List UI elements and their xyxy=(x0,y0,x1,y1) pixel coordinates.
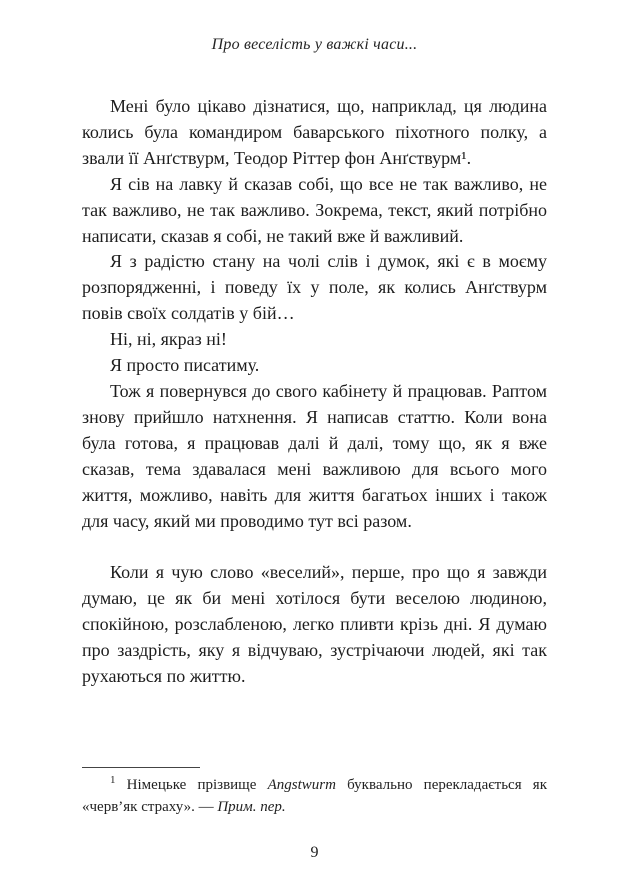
paragraph: Коли я чую слово «веселий», перше, про що я завжди думаю, це як би мені хотілося бути веселою людиною, спокійною, розслабленою, легко пливти крізь дні. Я думаю про заздрість, яку я відчуваю, зустрічаючи людей, які так рухаються по життю. xyxy=(82,562,547,687)
paragraph: Мені було цікаво дізнатися, що, наприклад, ця людина колись була командиром баварського піхотного полку, а звали її Анґствурм, Теодор Ріттер фон Анґствурм¹. xyxy=(82,96,547,168)
paragraph: Ні, ні, якраз ні! xyxy=(110,329,227,350)
footnote-part: Німецьке прізвище xyxy=(115,777,268,794)
paragraph: Я просто писатиму. xyxy=(110,355,260,376)
running-header: Про веселість у важкі часи... xyxy=(211,36,418,53)
footnote-separator xyxy=(82,767,200,768)
paragraph: Я сів на лавку й сказав собі, що все не так важливо, не так важливо, не так важливо. Зокрема, текст, який потрібно написати, сказав я собі, не такий вже й важливий. xyxy=(82,173,547,246)
paragraph: Тож я повернувся до свого кабінету й працював. Раптом знову прийшло натхнення. Я написав статтю. Коли вона була готова, я працював далі й далі, тому що, як я вже сказав, тема здавалася мені важливою для всього мого життя, можливо, навіть для життя багатьох інших і також для часу, який ми проводимо тут всі разом. xyxy=(82,380,547,531)
footnote-term-italic: Angstwurm xyxy=(267,777,336,794)
paragraph: Я з радістю стану на чолі слів і думок, які є в моєму розпорядженні, і поведу їх у поле, як колись Анґствурм повів своїх солдатів у бій… xyxy=(82,251,547,324)
page-number: 9 xyxy=(310,844,319,861)
footnote-part: буквально перекладається як «черв’як страху». — xyxy=(82,777,547,815)
footnote xyxy=(82,767,547,818)
footnote-text xyxy=(82,775,547,818)
body-text xyxy=(82,94,547,690)
footnote-marker: 1 xyxy=(110,774,116,787)
footnote-attribution: Прим. пер. xyxy=(217,798,286,815)
